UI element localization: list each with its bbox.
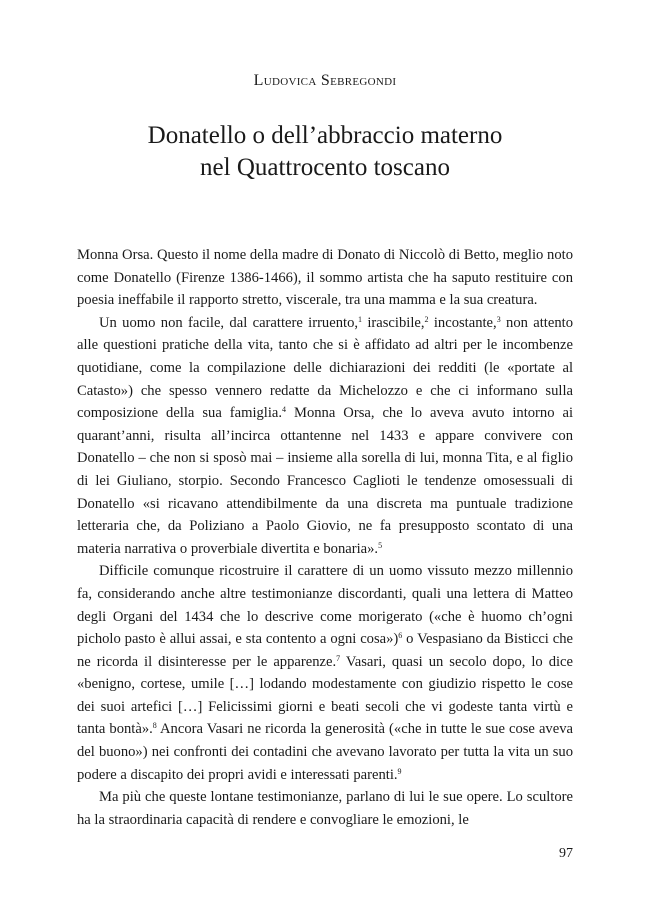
footnote-marker[interactable]: 5 bbox=[378, 540, 383, 550]
paragraph bbox=[77, 312, 573, 561]
body-text bbox=[77, 244, 573, 831]
paragraph-text: Monna Orsa, che lo aveva avuto intorno ai quarant’anni, risulta all’incirca ottantenne nel 1433 e appare convivere con Donatello – che non si sposò mai – insieme alla sorella di lui, monna Tita, e al figlio di lei Giuliano, storpio. Secondo Francesco Caglioti le tendenze omosessuali di Donatello «si ricavano attendibilmente da una discreta ma puntuale tradizione letteraria che, da Poliziano a Paolo Giovio, ne fa presupposto scontato di una materia narrativa o proverbiale divertita e bonaria». bbox=[77, 405, 573, 557]
paragraph-text: Ma più che queste lontane testimonianze, parlano di lui le sue opere. Lo scultore ha la straordinaria capacità di rendere e convogliare le emozioni, le bbox=[77, 789, 573, 828]
paragraph-text: Ancora Vasari ne ricorda la generosità («che in tutte le sue cose aveva del buono») nei confronti dei contadini che avevano lavorato per tutta la vita un suo podere a discapito dei propri avidi e interessati parenti. bbox=[77, 721, 573, 783]
footnote-marker[interactable]: 2 bbox=[424, 314, 429, 324]
paragraph bbox=[77, 244, 573, 312]
footnote-marker[interactable]: 3 bbox=[496, 314, 501, 324]
paragraph-text: Un uomo non facile, dal carattere irruento, bbox=[99, 314, 359, 331]
paragraph-text: incostante, bbox=[428, 314, 497, 331]
paragraph-text: Vasari, quasi un secolo dopo, lo dice «benigno, cortese, umile […] lodando modestamente con giudizio rispetto le cose dei suoi artefici […] Felicissimi giorni e beati secoli che vi godeste tanta virtù e tanta bontà». bbox=[77, 653, 573, 738]
author-name: Ludovica Sebregondi bbox=[253, 72, 397, 89]
paragraph bbox=[77, 560, 573, 786]
paragraph-text: o Vespasiano da Bisticci che ne ricorda il disinteresse per le apparenze. bbox=[77, 631, 573, 670]
footnote-marker[interactable]: 8 bbox=[152, 721, 157, 731]
chapter-title-line-1: Donatello o dell’abbraccio materno bbox=[147, 122, 503, 149]
footnote-marker[interactable]: 6 bbox=[398, 631, 403, 641]
chapter-title bbox=[0, 120, 650, 184]
paragraph-text: irascibile, bbox=[362, 314, 425, 331]
footnote-marker[interactable]: 1 bbox=[358, 314, 363, 324]
footnote-marker[interactable]: 4 bbox=[282, 405, 287, 415]
paragraph-text: Monna Orsa. Questo il nome della madre di Donato di Niccolò di Betto, meglio noto come Donatello (Firenze 1386-1466), il sommo artista che ha saputo restituire con poesia ineffabile il rapporto stretto, viscerale, tra una mamma e la sua creatura. bbox=[77, 247, 573, 309]
page-number: 97 bbox=[559, 846, 573, 861]
footnote-marker[interactable]: 7 bbox=[336, 653, 341, 663]
chapter-title-line-2: nel Quattrocento toscano bbox=[200, 154, 450, 181]
paragraph-text: Difficile comunque ricostruire il carattere di un uomo vissuto mezzo millennio fa, considerando anche altre testimonianze discordanti, quali una lettera di Matteo degli Organi del 1434 che lo descrive come morigerato («che è huomo ch’ogni picholo pasto è allui assai, e sta contento a ogni cosa») bbox=[77, 563, 573, 648]
footnote-marker[interactable]: 9 bbox=[397, 766, 402, 776]
paragraph-text: non attento alle questioni pratiche della vita, tanto che si è affidato ad altri per le incombenze quotidiane, come la compilazione delle dichiarazioni dei redditi (le «portate al Catasto») che spesso vennero redatte da Michelozzo e che ci informano sulla composizione della sua famiglia. bbox=[77, 314, 573, 422]
paragraph bbox=[77, 786, 573, 831]
